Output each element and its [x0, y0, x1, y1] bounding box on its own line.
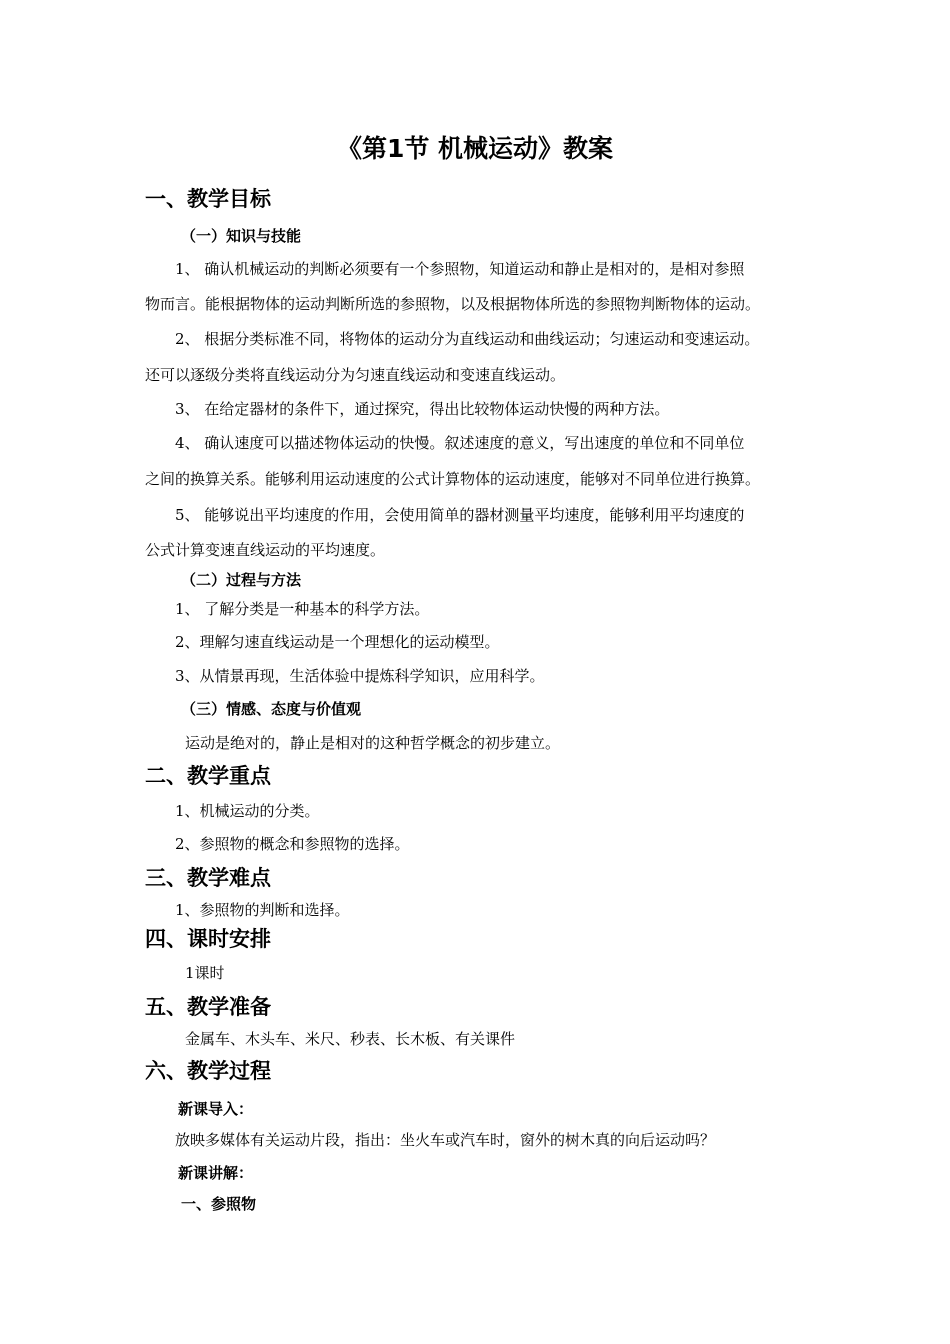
section-heading-difficulties: 三、教学难点: [145, 866, 271, 890]
paragraph-key-point-2: 2、参照物的概念和参照物的选择。: [175, 835, 410, 853]
paragraph-knowledge-4a: 4、 确认速度可以描述物体运动的快慢。叙述速度的意义，写出速度的单位和不同单位: [175, 434, 745, 452]
paragraph-knowledge-4b: 之间的换算关系。能够利用运动速度的公式计算物体的运动速度，能够对不同单位进行换算。: [145, 470, 761, 488]
paragraph-method-3: 3、从情景再现，生活体验中提炼科学知识，应用科学。: [175, 667, 545, 685]
paragraph-key-point-1: 1、机械运动的分类。: [175, 802, 320, 820]
paragraph-knowledge-1a: 1、 确认机械运动的判断必须要有一个参照物，知道运动和静止是相对的，是相对参照: [175, 260, 745, 278]
paragraph-method-1: 1、 了解分类是一种基本的科学方法。: [175, 600, 430, 618]
paragraph-method-2: 2、理解匀速直线运动是一个理想化的运动模型。: [175, 633, 500, 651]
paragraph-schedule-1: 1课时: [185, 964, 225, 982]
paragraph-intro-text: 放映多媒体有关运动片段，指出：坐火车或汽车时，窗外的树木真的向后运动吗？: [175, 1131, 716, 1149]
section-heading-schedule: 四、课时安排: [145, 927, 271, 951]
section-heading-goals: 一、教学目标: [145, 187, 271, 211]
section-heading-process: 六、教学过程: [145, 1059, 271, 1083]
paragraph-knowledge-1b: 物而言。能根据物体的运动判断所选的参照物，以及根据物体所选的参照物判断物体的运动。: [145, 295, 761, 313]
section-heading-key-points: 二、教学重点: [145, 764, 271, 788]
subheading-reference-object: 一、参照物: [181, 1195, 257, 1213]
paragraph-knowledge-2b: 还可以逐级分类将直线运动分为匀速直线运动和变速直线运动。: [145, 366, 566, 384]
paragraph-knowledge-2a: 2、 根据分类标准不同，将物体的运动分为直线运动和曲线运动；匀速运动和变速运动。: [175, 330, 760, 348]
subheading-intro: 新课导入：: [178, 1100, 254, 1118]
paragraph-preparation-1: 金属车、木头车、米尺、秒表、长木板、有关课件: [185, 1030, 516, 1048]
subheading-lecture: 新课讲解：: [178, 1164, 254, 1182]
paragraph-knowledge-5a: 5、 能够说出平均速度的作用，会使用简单的器材测量平均速度，能够利用平均速度的: [175, 506, 745, 524]
subheading-knowledge-skills: （一）知识与技能: [181, 227, 302, 245]
document-title: 《第1节 机械运动》教案: [336, 134, 614, 163]
paragraph-emotion-1: 运动是绝对的，静止是相对的这种哲学概念的初步建立。: [185, 734, 561, 752]
subheading-emotions-values: （三）情感、态度与价值观: [181, 700, 362, 718]
paragraph-knowledge-3: 3、 在给定器材的条件下，通过探究，得出比较物体运动快慢的两种方法。: [175, 400, 670, 418]
section-heading-preparation: 五、教学准备: [145, 995, 271, 1019]
subheading-process-methods: （二）过程与方法: [181, 571, 302, 589]
paragraph-difficulty-1: 1、参照物的判断和选择。: [175, 901, 350, 919]
paragraph-knowledge-5b: 公式计算变速直线运动的平均速度。: [145, 541, 386, 559]
